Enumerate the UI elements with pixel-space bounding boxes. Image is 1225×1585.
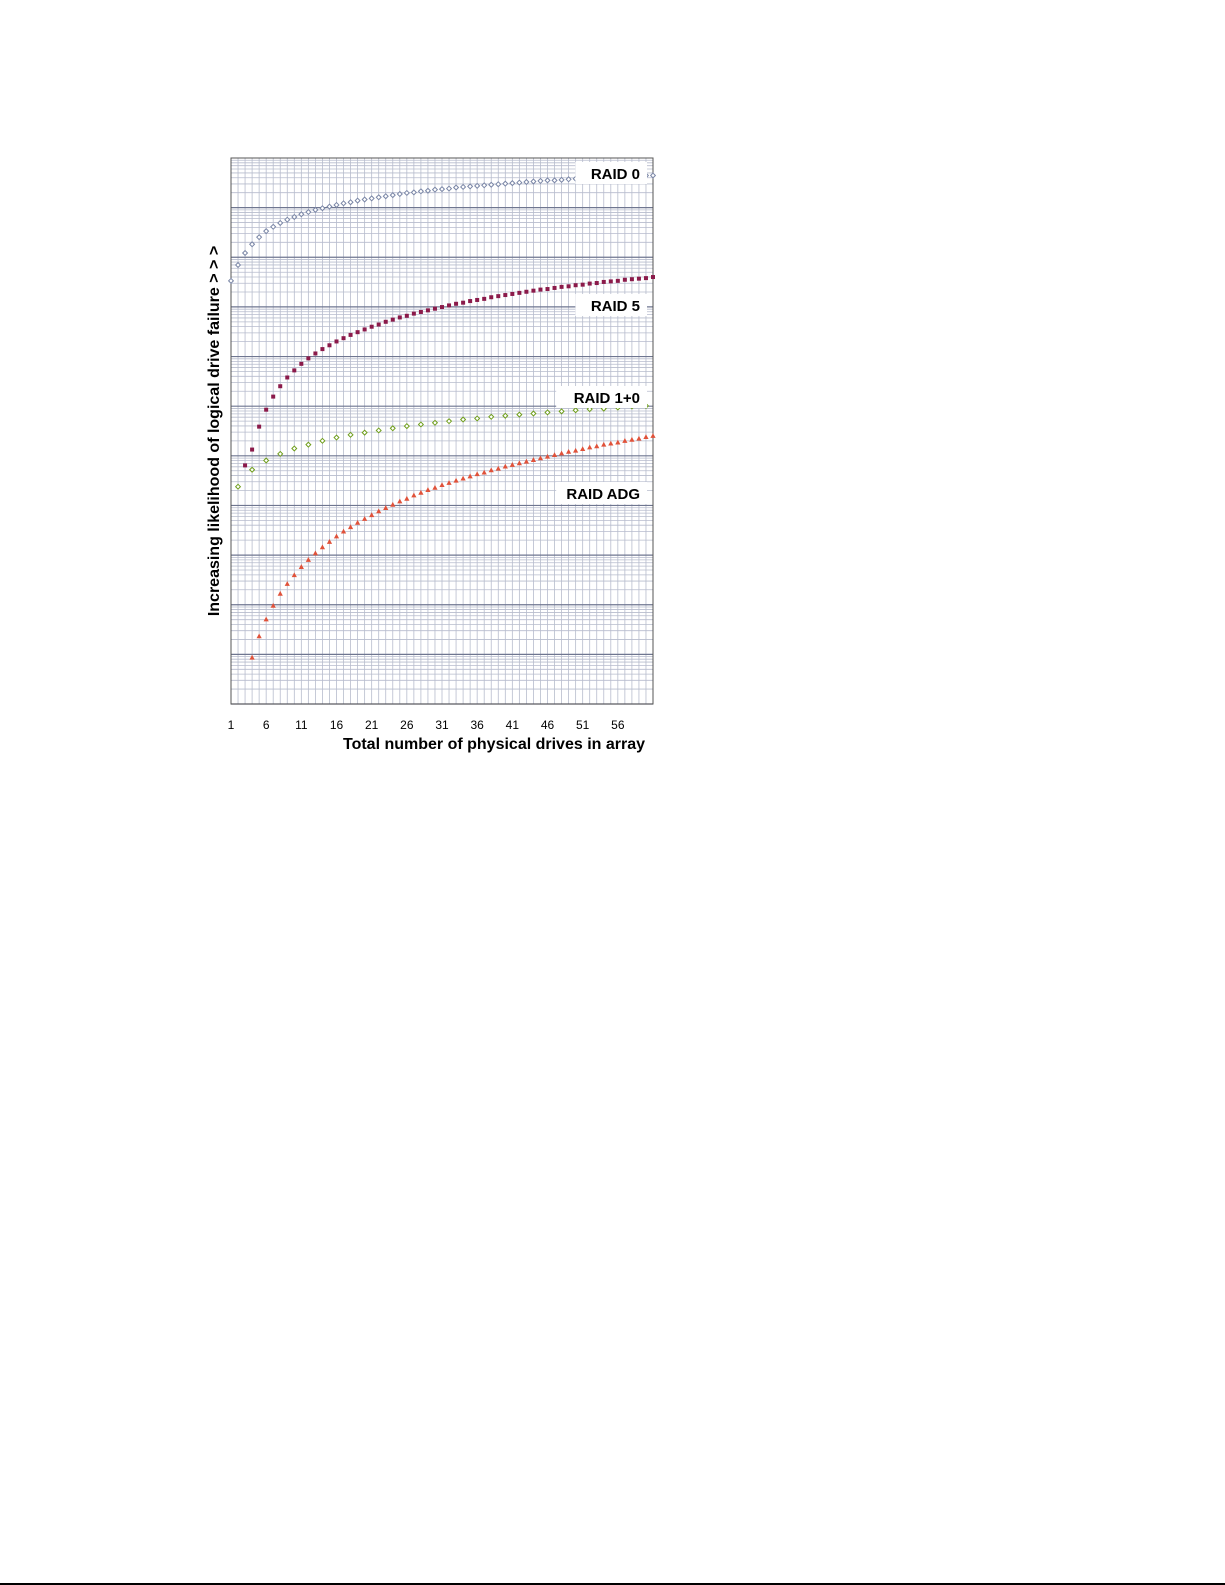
data-point (651, 275, 655, 279)
y-axis-title: Increasing likelihood of logical drive failure > > > (206, 245, 223, 617)
data-point (510, 292, 514, 296)
data-point (623, 278, 627, 282)
data-point (553, 286, 557, 290)
x-tick-label: 16 (329, 718, 344, 732)
data-point (447, 303, 451, 307)
data-point (271, 395, 275, 399)
x-tick-label: 46 (540, 718, 555, 732)
data-point (482, 297, 486, 301)
x-tick-label: 11 (295, 718, 308, 732)
plot-grid (231, 158, 653, 704)
data-point (335, 339, 339, 343)
data-point (637, 277, 641, 281)
data-point (496, 294, 500, 298)
data-point (560, 285, 564, 289)
data-point (313, 351, 317, 355)
data-point (588, 282, 592, 286)
data-point (433, 307, 437, 311)
series-label-text: RAID ADG (566, 486, 640, 503)
x-tick-label: 21 (364, 718, 379, 732)
data-point (384, 320, 388, 324)
data-point (574, 283, 578, 287)
x-tick-label: 26 (400, 718, 414, 732)
data-point (292, 368, 296, 372)
x-tick-label: 56 (611, 718, 625, 732)
x-tick-label: 36 (470, 718, 484, 732)
data-point (412, 312, 416, 316)
data-point (426, 308, 430, 312)
series-label-text: RAID 1+0 (573, 390, 640, 407)
data-point (630, 277, 634, 281)
x-tick-label: 6 (262, 718, 270, 732)
data-point (595, 281, 599, 285)
data-point (299, 362, 303, 366)
data-point (609, 279, 613, 283)
data-point (278, 384, 282, 388)
data-point (356, 330, 360, 334)
data-point (370, 325, 374, 329)
data-point (546, 287, 550, 291)
x-tick-label: 1 (227, 718, 235, 732)
x-tick-label: 41 (505, 718, 520, 732)
data-point (377, 323, 381, 327)
data-point (257, 425, 261, 429)
data-point (644, 276, 648, 280)
data-point (461, 301, 465, 305)
series-label-text: RAID 5 (590, 298, 640, 315)
data-point (616, 279, 620, 283)
data-point (454, 302, 458, 306)
data-point (517, 291, 521, 295)
data-point (250, 448, 254, 452)
x-axis-title: Total number of physical drives in array (342, 736, 646, 753)
data-point (581, 283, 585, 287)
data-point (475, 298, 479, 302)
data-point (285, 375, 289, 379)
data-point (489, 295, 493, 299)
data-point (468, 299, 472, 303)
data-point (342, 336, 346, 340)
data-point (567, 284, 571, 288)
series-label (556, 386, 647, 408)
series-label (556, 482, 647, 504)
data-point (398, 315, 402, 319)
data-point (306, 356, 310, 360)
data-point (531, 289, 535, 293)
data-point (538, 288, 542, 292)
x-tick-label: 51 (575, 718, 590, 732)
data-point (243, 463, 247, 467)
data-point (320, 347, 324, 351)
data-point (264, 408, 268, 412)
data-point (363, 327, 367, 331)
x-tick-label: 31 (435, 718, 449, 732)
data-point (327, 343, 331, 347)
data-point (391, 318, 395, 322)
data-point (405, 314, 409, 318)
series-label (575, 162, 647, 184)
series-label-text: RAID 0 (590, 166, 640, 183)
data-point (524, 290, 528, 294)
data-point (503, 293, 507, 297)
data-point (602, 280, 606, 284)
data-point (440, 305, 444, 309)
data-point (419, 310, 423, 314)
data-point (349, 333, 353, 337)
series-label (575, 294, 647, 316)
